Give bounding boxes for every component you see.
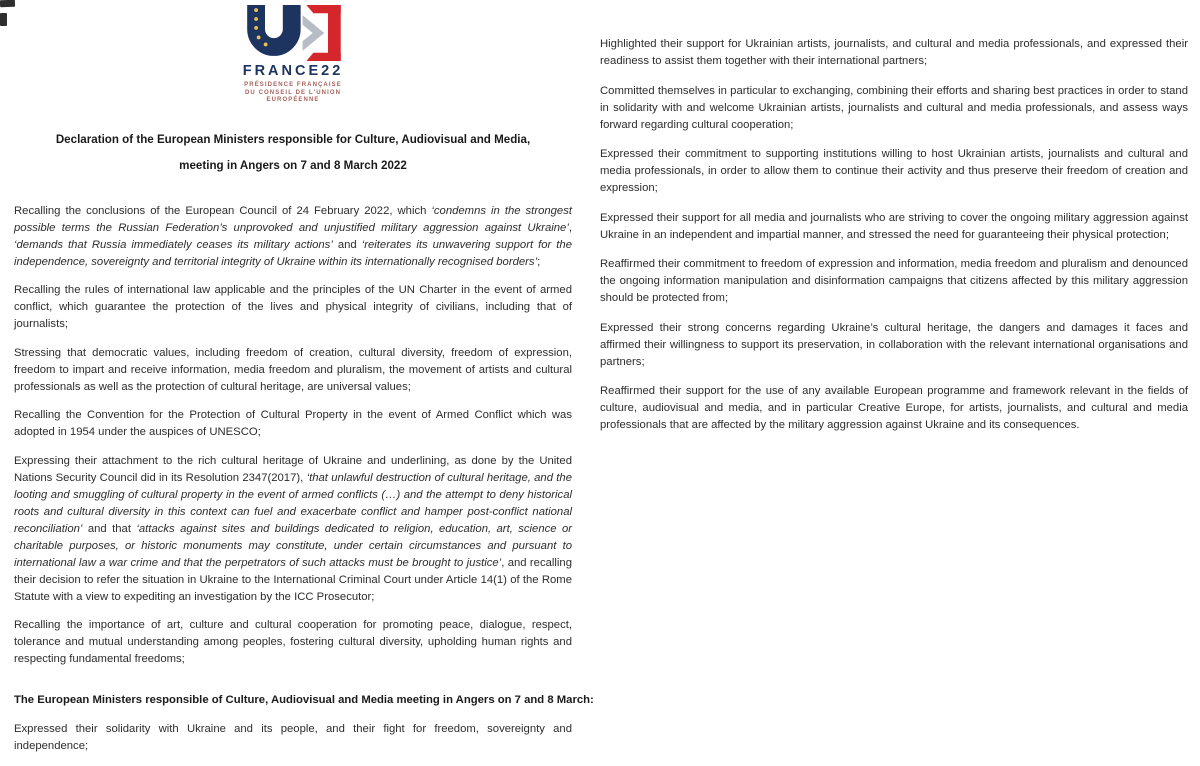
para-committed-themselves: Committed themselves in particular to exchanging, combining their efforts and sharing best practices in order to stand in solidarity with and welcome Ukrainian artists, journalists and cultural and media professionals, and assess ways forward regarding cultural cooperation; <box>600 84 1188 131</box>
logo-wordmark: FRANCE22 <box>242 63 344 79</box>
document-title-line1: Declaration of the European Ministers responsible for Culture, Audiovisual and Media, <box>55 132 531 146</box>
logo-subtitle <box>14 82 572 105</box>
para-expressed-solidarity: Expressed their solidarity with Ukraine and its people, and their fight for freedom, sovereignty and independence; <box>14 722 572 752</box>
document-title-line2: meeting in Angers on 7 and 8 March 2022 <box>179 158 407 172</box>
para-stressing-values: Stressing that democratic values, including freedom of creation, cultural diversity, freedom of expression, freedom to impart and receive information, media freedom and pluralism, the movement of artists and cultural professionals as well as the protection of cultural heritage, are universal values; <box>14 346 572 393</box>
para-ministers-heading: The European Ministers responsible of Culture, Audiovisual and Media meeting in Angers on 7 and 8 March: <box>14 694 594 706</box>
scan-artifact-mark <box>0 13 7 26</box>
logo-subtitle-line: PRÉSIDENCE FRANÇAISE <box>244 82 342 88</box>
france22-presidency-logo <box>14 0 572 105</box>
document-title <box>14 133 572 173</box>
logo-subtitle-line: EUROPÉENNE <box>266 97 320 103</box>
para-reaffirmed-programme: Reaffirmed their support for the use of any available European programme and framework relevant in the fields of culture, audiovisual and media, and in particular Creative Europe, for artists, journalists, and cultural and media professionals that are affected by the military aggression against Ukraine and its consequences. <box>600 385 1188 431</box>
para-recalling-council: Recalling the conclusions of the European Council of 24 February 2022, which ‘condemns in the strongest possible terms the Russian Federation’s unprovoked and unjustified military aggression against Ukraine’, ‘demands that Russia immediately ceases its military actions’ and ‘reiterates its unwavering support for the independence, sovereignty and territorial integrity of Ukraine within its internationally recognised borders’; <box>14 204 572 268</box>
ue-logo-icon <box>245 5 341 61</box>
scan-artifact-mark <box>0 0 15 7</box>
para-expressed-support-media: Expressed their support for all media and journalists who are striving to cover the ongoing military aggression against Ukraine in an independent and impartial manner, and stressed the need for guaranteeing their physical protection; <box>600 211 1188 241</box>
right-column <box>600 36 1188 447</box>
para-recalling-importance: Recalling the importance of art, culture and cultural cooperation for promoting peace, dialogue, respect, tolerance and mutual understanding among peoples, fostering cultural diversity, upholding human rights and respecting fundamental freedoms; <box>14 619 572 665</box>
logo-subtitle-line: DU CONSEIL DE L'UNION <box>244 89 342 96</box>
left-column-paragraphs <box>14 203 594 755</box>
para-recalling-int-law: Recalling the rules of international law applicable and the principles of the UN Charter in the event of armed conflict, which guarantee the protection of the lives and physical integrity of civilians, including that of journalists; <box>14 284 572 330</box>
left-column <box>14 0 594 766</box>
para-highlighted-support: Highlighted their support for Ukrainian artists, journalists, and cultural and media professionals, and expressed their readiness to assist them together with their international partners; <box>600 38 1188 67</box>
para-expressed-concerns: Expressed their strong concerns regarding Ukraine’s cultural heritage, the dangers and damages it faces and affirmed their willingness to support its preservation, in collaboration with the relevant international organisations and partners; <box>600 321 1188 368</box>
para-expressed-commitment: Expressed their commitment to supporting institutions willing to host Ukrainian artists, journalists and cultural and media professionals, in order to allow them to continue their activity and thus preserve their freedom of creation and expression; <box>600 148 1188 194</box>
para-recalling-convention: Recalling the Convention for the Protection of Cultural Property in the event of Armed Conflict which was adopted in 1954 under the auspices of UNESCO; <box>14 409 572 438</box>
para-expressing-attachment: Expressing their attachment to the rich cultural heritage of Ukraine and underlining, as done by the United Nations Security Council did in its Resolution 2347(2017), ‘that unlawful destruction of cultural heritage, and the looting and smuggling of cultural property in the event of armed conflicts (…) and the attempt to deny historical roots and cultural diversity in this context can fuel and exacerbate conflict and hamper post-conflict national reconciliation’ and that ‘attacks against sites and buildings dedicated to religion, education, art, science or charitable purposes, or historic monuments may constitute, under certain circumstances and pursuant to international law a war crime and that the perpetrators of such attacks must be brought to justice’, and recalling their decision to refer the situation in Ukraine to the International Criminal Court under Article 14(1) of the Rome Statute with a view to expediting an investigation by the ICC Prosecutor; <box>14 454 573 603</box>
para-reaffirmed-freedom: Reaffirmed their commitment to freedom of expression and information, media freedom and pluralism and denounced the ongoing information manipulation and disinformation campaigns that citizens affected by this military aggression should be protected from; <box>600 258 1188 304</box>
right-column-paragraphs <box>600 36 1188 434</box>
